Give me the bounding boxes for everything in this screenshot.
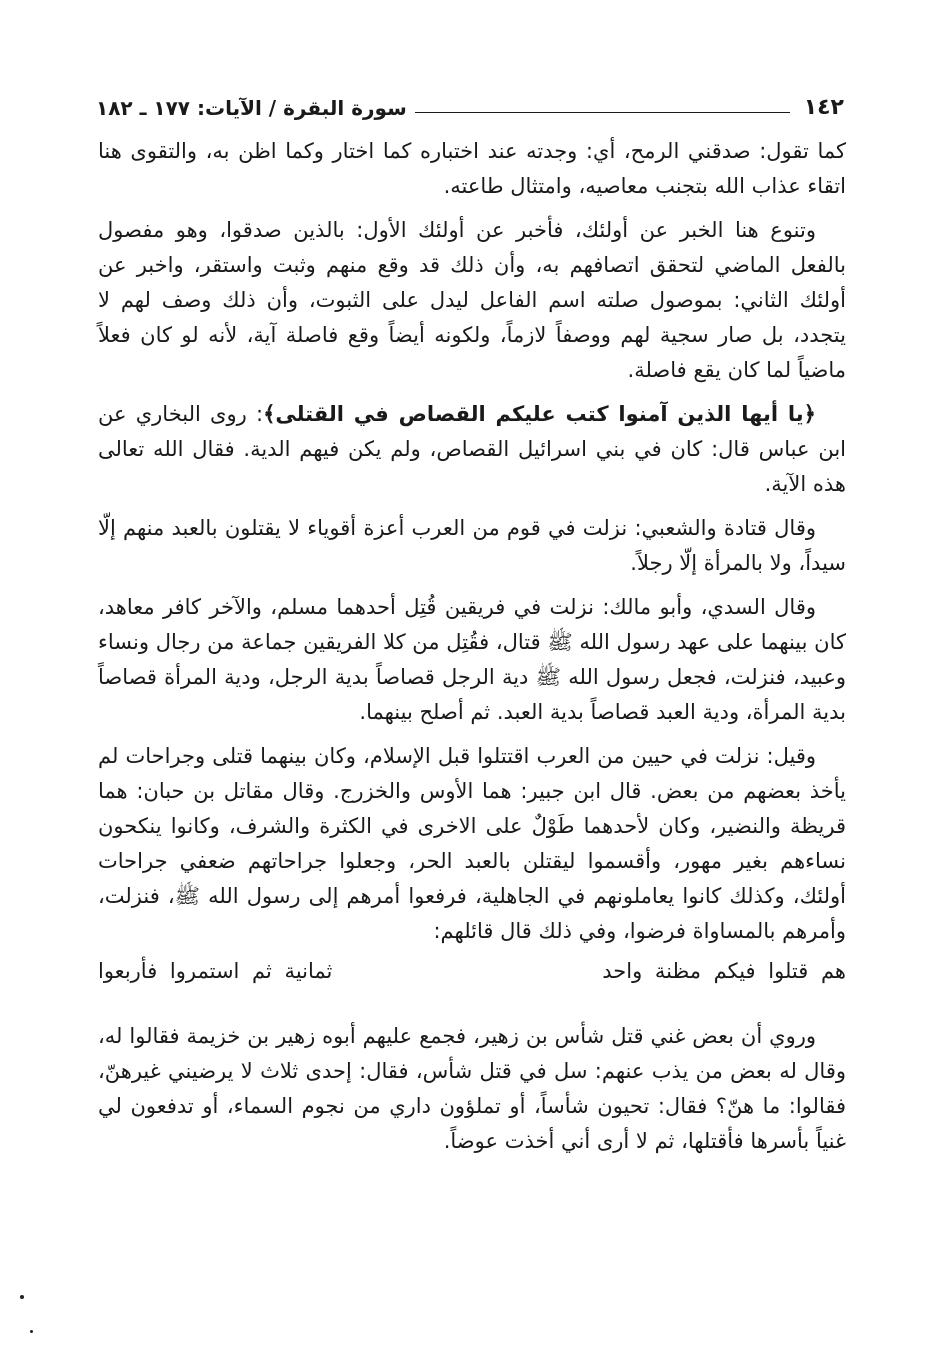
header-rule <box>415 112 790 113</box>
running-head: سورة البقرة / الآيات: ١٧٧ ـ ١٨٢ <box>96 96 407 120</box>
page-header <box>96 84 844 120</box>
paragraph-1: كما تقول: صدقني الرمح، أي: وجدته عند اختباره كما اختار وكما اظن به، والتقوى هنا اتقاء عذاب الله بتجنب معاصيه، وامتثال طاعته. <box>98 139 846 198</box>
paragraph-7: وروي أن بعض غني قتل شأس بن زهير، فجمع عليهم أبوه زهير بن خزيمة فقالوا له، وقال له بعض من يذب عنهم: سل في قتل شأس، فقال: إحدى ثلاث لا يرضيني غيرهنّ، فقالوا: ما هنّ؟ فقال: تحيون شأساً، أو تملؤون داري من نجوم السماء، أو تدفعون لي غنياً بأسرها فأقتلها، ثم لا أرى أني أخذت عوضاً. <box>98 1024 846 1153</box>
scan-speck <box>20 1295 24 1299</box>
paragraph-6: وقيل: نزلت في حيين من العرب اقتتلوا قبل الإسلام، وكان بينهما قتلى وجراحات لم يأخذ بعضهم من بعض. قال ابن جبير: هما الأوس والخزرج. وقال مقاتل بن حبان: هما قريظة والنضير، وكان لأحدهما طَوْلٌ على الاخرى في الكثرة والشرف، وكانوا ينكحون نساءهم بغير مهور، وأقسموا ليقتلن بالعبد الحر، وجعلوا جراحاتهم ضعفي جراحات أولئك، وكذلك كانوا يعاملونهم في الجاهلية، فرفعوا أمرهم إلى رسول الله ﷺ، فنزلت، وأمرهم بالمساواة فرضوا، وفي ذلك قال قائلهم: <box>98 744 846 943</box>
body-text <box>98 134 846 1168</box>
paragraph-2: وتنوع هنا الخبر عن أولئك، فأخبر عن أولئك الأول: بالذين صدقوا، وهو مفصول بالفعل الماضي لتحقق اتصافهم به، وأن ذلك قد وقع منهم وثبت واستقر، واخبر عن أولئك الثاني: بموصول صلته اسم الفاعل ليدل على الثبوت، وأن ذلك وصف لهم لا يتجدد، بل صار سجية لهم ووصفاً لازماً، ولكونه أيضاً وقع فاصلة آية، لأنه لو كان فعلاً ماضياً لما كان يقع فاصلة. <box>98 218 846 382</box>
verse-first-hemistich: هم قتلوا فيكم مظنة واحد <box>602 959 846 983</box>
paragraph-4: وقال قتادة والشعبي: نزلت في قوم من العرب أعزة أقوياء لا يقتلون بالعبد منهم إلّا سيداً، ولا بالمرأة إلّا رجلاً. <box>98 516 846 575</box>
paragraph-3-text: : روى البخاري عن ابن عباس قال: كان في بني اسرائيل القصاص، ولم يكن فيهم الدية. فقال الله تعالى هذه الآية. <box>98 402 846 496</box>
poetry-verse <box>98 954 846 989</box>
quran-verse-quote: ﴿يا أيها الذين آمنوا كتب عليكم القصاص في القتلى﴾ <box>263 402 816 426</box>
scan-speck <box>30 1330 33 1333</box>
page-number: ١٤٢ <box>803 95 844 120</box>
paragraph-5: وقال السدي، وأبو مالك: نزلت في فريقين قُتِل أحدهما مسلم، والآخر كافر معاهد، كان بينهما على عهد رسول الله ﷺ قتال، فقُتِل من كلا الفريقين جماعة من رجال ونساء وعبيد، فنزلت، فجعل رسول الله ﷺ دية الرجل قصاصاً بدية الرجل، ودية المرأة قصاصاً بدية المرأة، ودية العبد قصاصاً بدية العبد. ثم أصلح بينهما. <box>98 595 846 724</box>
verse-second-hemistich: ثمانية ثم استمروا فأربعوا <box>98 959 333 983</box>
paragraph-3 <box>98 397 846 502</box>
